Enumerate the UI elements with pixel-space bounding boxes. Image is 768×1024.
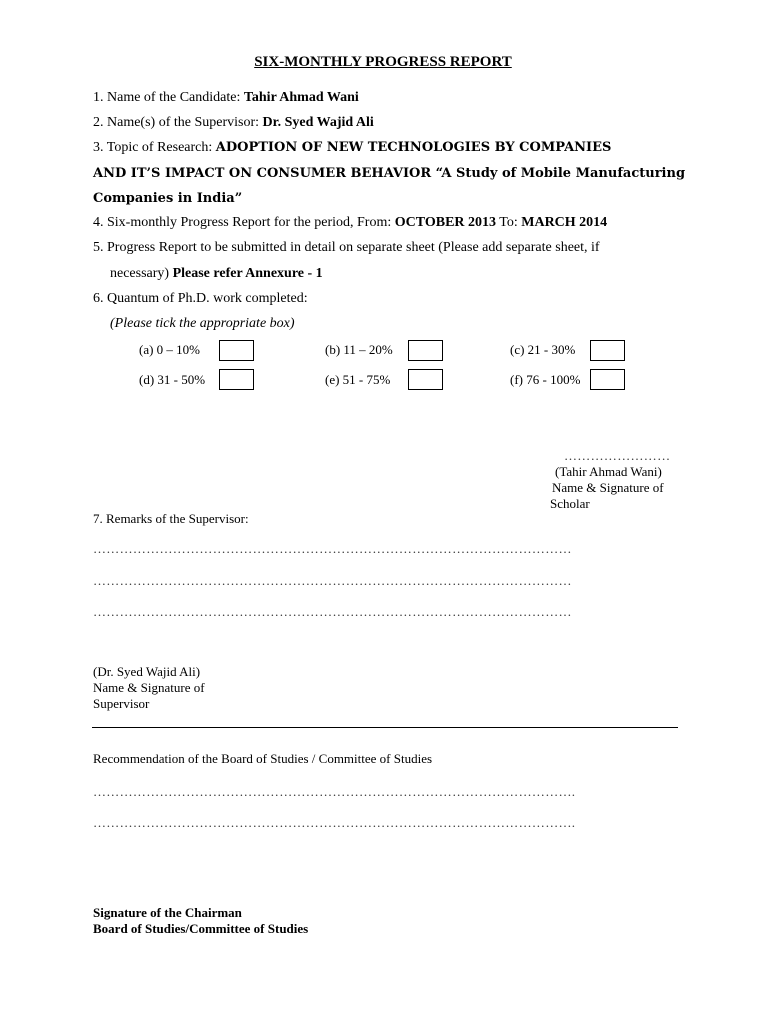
topic-label: 3. Topic of Research: [93, 140, 216, 155]
option-b-checkbox[interactable] [408, 340, 443, 361]
option-d-label: (d) 31 - 50% [139, 372, 206, 387]
option-f-checkbox[interactable] [590, 369, 625, 390]
quantum-label: 6. Quantum of Ph.D. work completed: [93, 291, 308, 306]
option-d-checkbox[interactable] [219, 369, 254, 390]
period-to: MARCH 2014 [521, 215, 608, 230]
supervisor-name-line [93, 115, 374, 131]
option-c-label: (c) 21 - 30% [510, 342, 576, 357]
chairman-board-label: Board of Studies/Committee of Studies [93, 921, 309, 936]
candidate-name-line [93, 90, 359, 106]
option-f-label: (f) 76 - 100% [510, 372, 581, 387]
period-label: 4. Six-monthly Progress Report for the period, From: [93, 215, 395, 230]
candidate-name: Tahir Ahmad Wani [243, 90, 359, 105]
option-c-checkbox[interactable] [590, 340, 625, 361]
remarks-line-2: ……………………………………………………………………………………………… [93, 573, 572, 588]
topic-text-2: AND IT’S IMPACT ON CONSUMER BEHAVIOR “A Study of Mobile Manufacturing [93, 166, 686, 181]
recommendation-line-2: ………………………………………………………………………………………………. [93, 815, 576, 830]
supervisor-signature-label-1: Name & Signature of [93, 680, 205, 695]
option-a-checkbox[interactable] [219, 340, 254, 361]
annexure-reference: Please refer Annexure - 1 [172, 266, 323, 281]
period-line [93, 215, 607, 231]
supervisor-signature-name: (Dr. Syed Wajid Ali) [93, 664, 201, 679]
topic-text-3: Companies in India” [93, 191, 243, 206]
supervisor-label: 2. Name(s) of the Supervisor: [93, 115, 263, 130]
supervisor-signature-label-2: Supervisor [93, 696, 150, 711]
option-e-checkbox[interactable] [408, 369, 443, 390]
supervisor-name: Dr. Syed Wajid Ali [262, 115, 374, 130]
remarks-line-3: ……………………………………………………………………………………………… [93, 604, 572, 619]
remarks-label: 7. Remarks of the Supervisor: [93, 511, 249, 526]
option-b-label: (b) 11 – 20% [325, 342, 393, 357]
candidate-label: 1. Name of the Candidate: [93, 90, 244, 105]
topic-line-1 [93, 140, 611, 156]
remarks-line-1: ……………………………………………………………………………………………… [93, 541, 572, 556]
progress-report-necessary: necessary) [110, 266, 173, 281]
scholar-signature-line: …………………… [564, 448, 671, 463]
option-a-label: (a) 0 – 10% [139, 342, 201, 357]
chairman-signature-label: Signature of the Chairman [93, 905, 242, 920]
scholar-name: (Tahir Ahmad Wani) [555, 464, 662, 479]
scholar-signature-label-1: Name & Signature of [552, 480, 664, 495]
period-from: OCTOBER 2013 [394, 215, 497, 230]
progress-report-line-2 [110, 266, 323, 282]
tick-instruction: (Please tick the appropriate box) [110, 316, 295, 331]
recommendation-label: Recommendation of the Board of Studies / Committee of Studies [93, 751, 433, 766]
scholar-signature-label-2: Scholar [550, 496, 590, 511]
period-to-label: To: [496, 215, 522, 230]
option-e-label: (e) 51 - 75% [325, 372, 391, 387]
topic-text-1: ADOPTION OF NEW TECHNOLOGIES BY COMPANIES [215, 140, 612, 155]
section-divider [92, 727, 678, 728]
progress-report-line-1: 5. Progress Report to be submitted in detail on separate sheet (Please add separate sheet, if [93, 240, 600, 255]
page-title: SIX-MONTHLY PROGRESS REPORT [254, 54, 512, 70]
recommendation-line-1: ………………………………………………………………………………………………. [93, 784, 576, 799]
